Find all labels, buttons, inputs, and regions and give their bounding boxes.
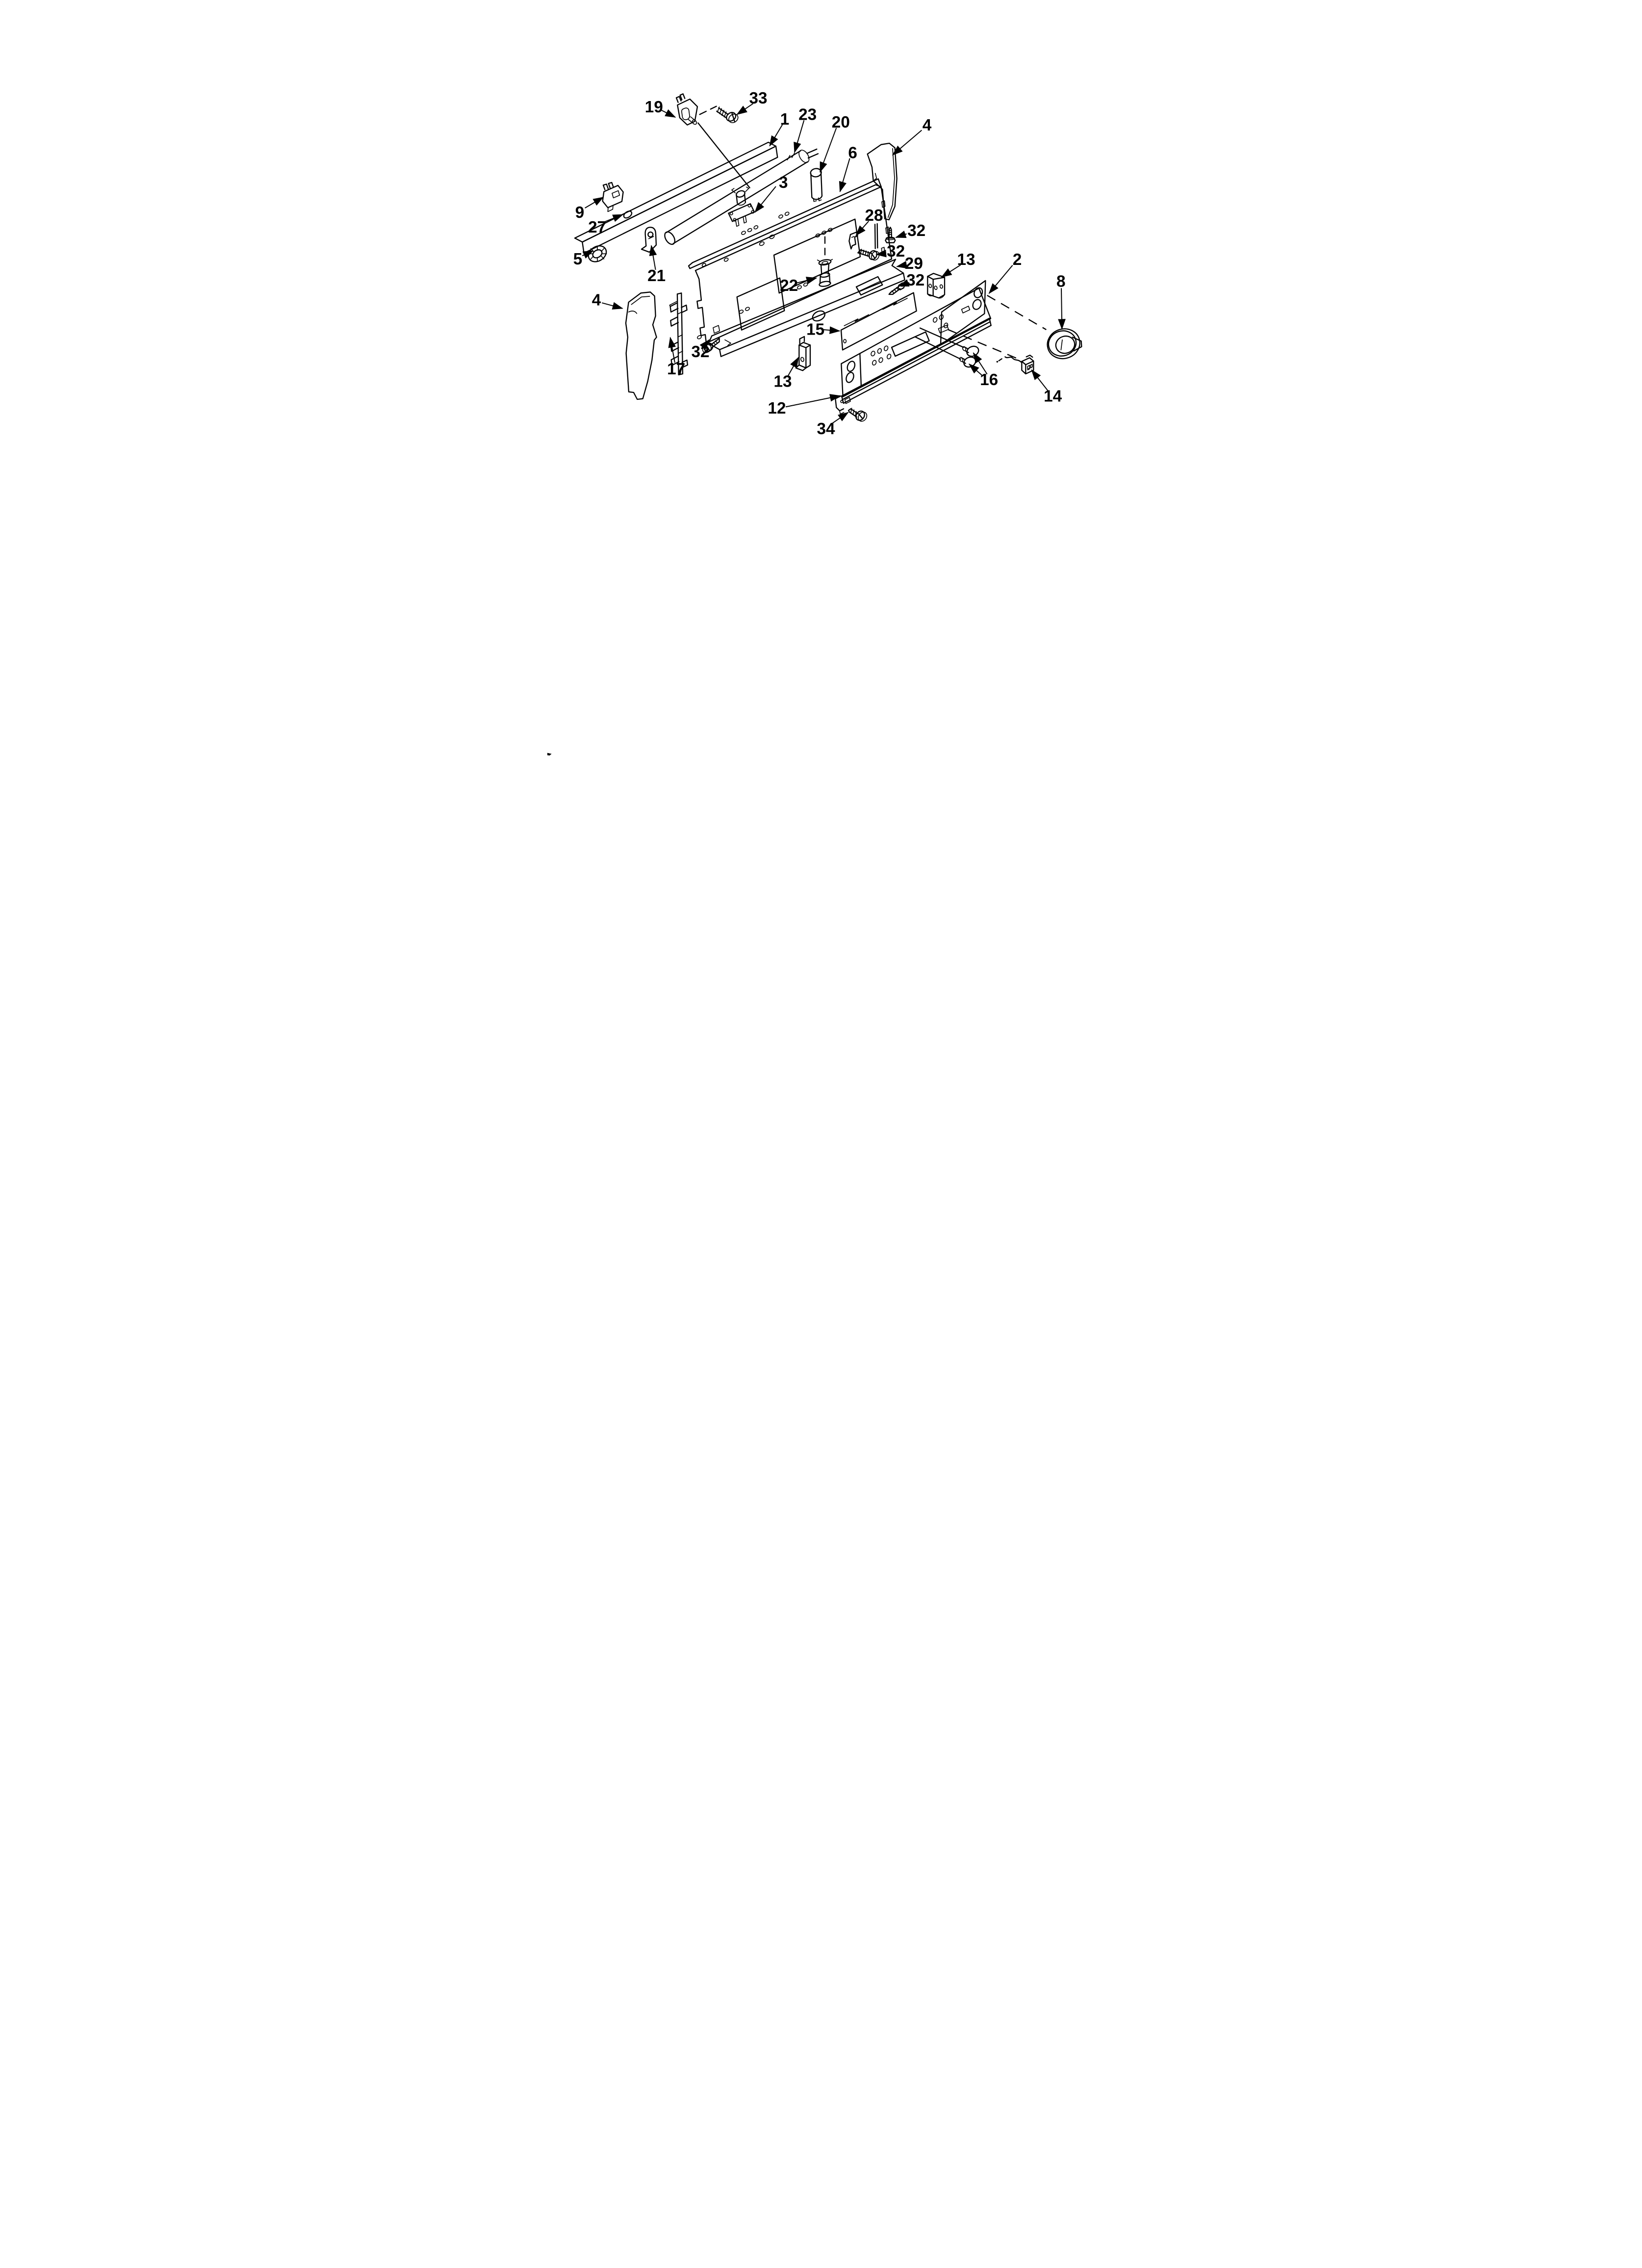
callout-label-32-17: 32 xyxy=(906,271,925,289)
part-21-lamp-holder xyxy=(641,227,656,252)
callout-arrow-32-14 xyxy=(876,254,886,255)
callout-label-33-1: 33 xyxy=(749,89,768,108)
callout-label-32-23: 32 xyxy=(691,342,710,361)
callout-arrow-22-15 xyxy=(796,278,817,284)
callout-arrow-3-9 xyxy=(755,186,776,212)
callout-label-14-27: 14 xyxy=(1044,387,1062,406)
part-12-trim-strip xyxy=(835,318,991,414)
callout-label-16-26: 16 xyxy=(980,371,999,390)
part-19-rotary-switch xyxy=(676,94,750,187)
screw-34-icon xyxy=(848,408,869,423)
callout-label-13-25: 13 xyxy=(773,372,792,391)
callout-label-23-3: 23 xyxy=(798,105,817,124)
callout-label-12-28: 12 xyxy=(768,399,786,418)
callout-label-4-21: 4 xyxy=(591,291,601,310)
callout-label-22-15: 22 xyxy=(780,277,798,295)
page-corner-artifact xyxy=(547,753,552,756)
callout-arrow-8-20 xyxy=(1061,288,1062,329)
callout-label-6-5: 6 xyxy=(848,144,857,162)
callout-label-4-6: 4 xyxy=(922,116,932,134)
callout-label-32-13: 32 xyxy=(907,222,926,240)
callout-label-13-18: 13 xyxy=(957,250,975,269)
part-8-knob xyxy=(1044,325,1084,363)
callout-label-5-10: 5 xyxy=(573,250,583,268)
callout-arrow-4-21 xyxy=(602,303,622,308)
exploded-parts-diagram xyxy=(547,0,1095,756)
callout-label-34-29: 34 xyxy=(817,420,835,439)
part-22-grommet xyxy=(818,237,833,287)
callout-arrow-6-5 xyxy=(840,158,850,192)
callout-label-29-16: 29 xyxy=(904,254,923,273)
part-4-end-cap-left xyxy=(626,292,657,399)
callout-arrow-29-16 xyxy=(897,265,904,267)
callout-arrow-32-13 xyxy=(896,234,907,237)
callout-arrow-21-11 xyxy=(651,246,656,270)
part-1-lamp-shield xyxy=(575,142,777,253)
callout-arrow-9-7 xyxy=(585,197,603,208)
callout-label-27-8: 27 xyxy=(588,218,607,236)
part-16-knobs xyxy=(959,344,980,369)
screw-33-icon xyxy=(717,107,740,125)
callout-label-1-2: 1 xyxy=(780,110,790,129)
callout-label-15-24: 15 xyxy=(806,320,825,339)
callout-label-9-7: 9 xyxy=(575,203,585,222)
part-13-standoff-left xyxy=(796,337,810,370)
part-20-capacitor xyxy=(810,168,822,201)
callout-label-28-12: 28 xyxy=(865,206,883,225)
callout-label-17-22: 17 xyxy=(667,360,686,379)
screw-32-middle-icon xyxy=(858,249,880,261)
callout-arrow-15-24 xyxy=(823,330,840,331)
callout-arrow-2-19 xyxy=(989,265,1013,293)
part-5-lock-washer xyxy=(586,243,609,265)
callout-label-3-9: 3 xyxy=(779,174,788,192)
callout-arrow-4-6 xyxy=(893,130,922,155)
callout-arrow-23-3 xyxy=(795,120,804,152)
callout-label-8-20: 8 xyxy=(1056,272,1066,291)
callout-label-2-19: 2 xyxy=(1012,250,1022,269)
part-9-plug-clip xyxy=(603,182,623,211)
callout-label-20-4: 20 xyxy=(831,113,850,131)
diagram-page xyxy=(547,0,1095,756)
callout-arrow-12-28 xyxy=(786,396,840,407)
callout-label-32-14: 32 xyxy=(887,242,905,261)
callout-label-21-11: 21 xyxy=(647,267,666,286)
callout-label-19-0: 19 xyxy=(644,98,663,116)
callout-arrow-20-4 xyxy=(820,128,836,172)
